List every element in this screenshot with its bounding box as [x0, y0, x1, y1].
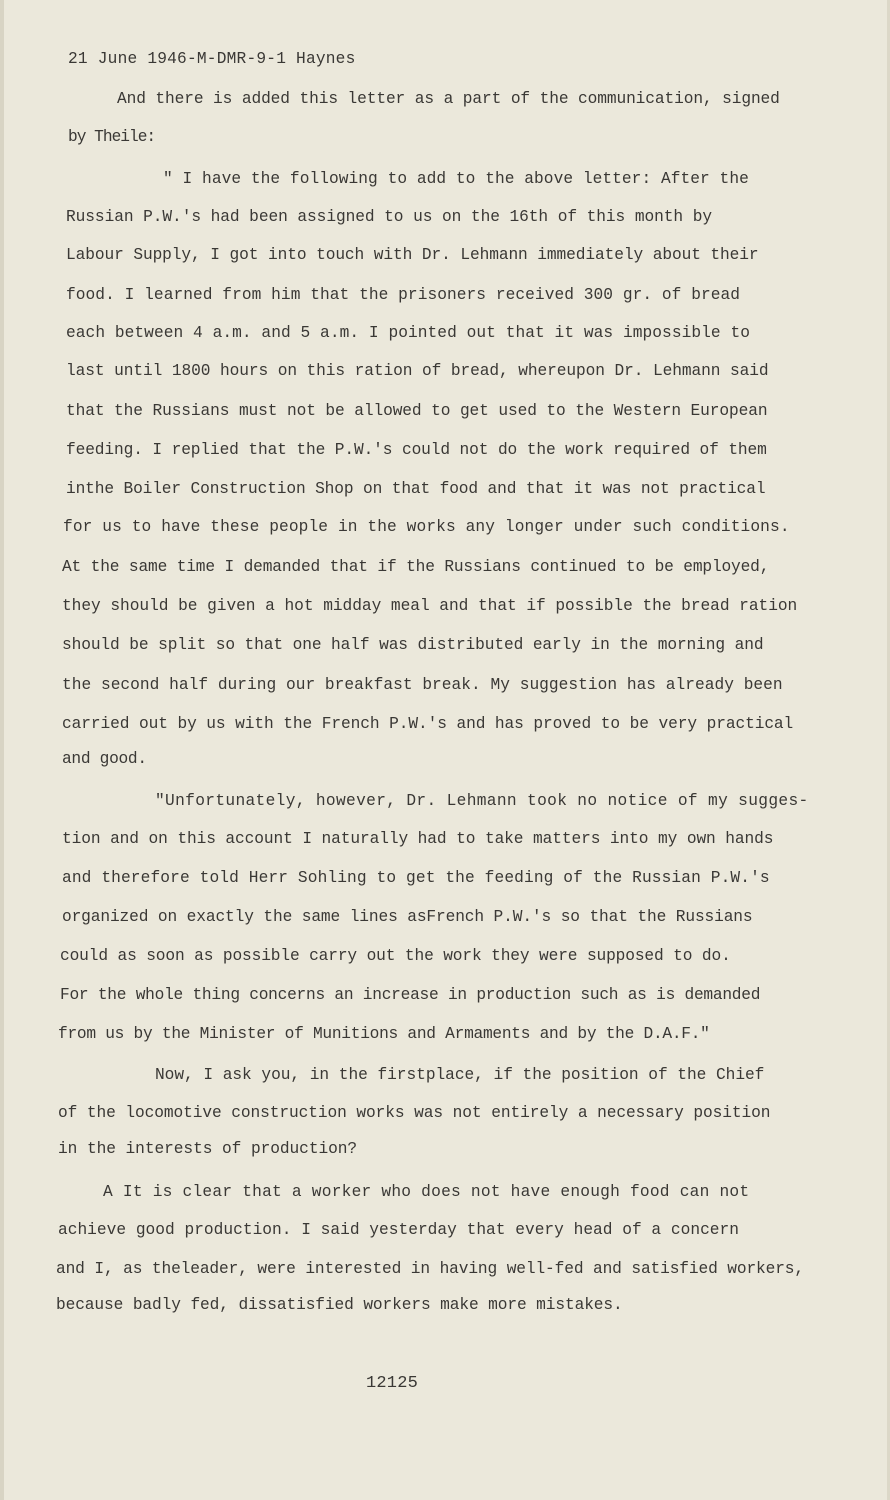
text-line: At the same time I demanded that if the Russians continued to be employed,	[62, 558, 770, 576]
text-line: carried out by us with the French P.W.'s and has proved to be very practical	[62, 715, 794, 733]
text-line: achieve good production. I said yesterday that every head of a concern	[58, 1221, 739, 1239]
text-line: food. I learned from him that the prisoners received 300 gr. of bread	[66, 286, 741, 304]
text-line: by Theile:	[68, 128, 156, 146]
text-line: and good.	[62, 750, 147, 768]
text-line: last until 1800 hours on this ration of bread, whereupon Dr. Lehmann said	[66, 362, 769, 380]
text-line: and I, as theleader, were interested in having well-fed and satisfied workers,	[56, 1260, 804, 1278]
text-line: they should be given a hot midday meal and that if possible the bread ration	[62, 597, 798, 615]
text-line: And there is added this letter as a part of the communication, signed	[117, 90, 780, 108]
text-line: Russian P.W.'s had been assigned to us on the 16th of this month by	[66, 208, 712, 226]
text-line: tion and on this account I naturally had to take matters into my own hands	[62, 830, 774, 848]
text-line: of the locomotive construction works was not entirely a necessary position	[58, 1104, 771, 1122]
text-line: inthe Boiler Construction Shop on that food and that it was not practical	[66, 480, 766, 498]
text-line: For the whole thing concerns an increase in production such as is demanded	[60, 986, 761, 1004]
text-line: "Unfortunately, however, Dr. Lehmann took no notice of my sugges-	[155, 792, 809, 810]
text-line: each between 4 a.m. and 5 a.m. I pointed out that it was impossible to	[66, 324, 750, 342]
page-number: 12125	[366, 1374, 419, 1393]
text-line: feeding. I replied that the P.W.'s could not do the work required of them	[66, 441, 767, 459]
text-line: could as soon as possible carry out the work they were supposed to do.	[60, 947, 731, 965]
text-line: Now, I ask you, in the firstplace, if the position of the Chief	[155, 1066, 765, 1084]
text-line: because badly fed, dissatisfied workers make more mistakes.	[56, 1296, 623, 1314]
text-line: from us by the Minister of Munitions and Armaments and by the D.A.F."	[58, 1025, 710, 1043]
text-line: " I have the following to add to the above letter: After the	[163, 170, 749, 188]
document-header: 21 June 1946-M-DMR-9-1 Haynes	[68, 50, 356, 68]
text-line: should be split so that one half was distributed early in the morning and	[62, 636, 764, 654]
text-line: that the Russians must not be allowed to get used to the Western European	[66, 402, 768, 420]
text-line: for us to have these people in the works any longer under such conditions.	[63, 518, 790, 536]
text-line: Labour Supply, I got into touch with Dr. Lehmann immediately about their	[66, 246, 759, 264]
text-line: the second half during our breakfast break. My suggestion has already been	[62, 676, 783, 694]
text-line: in the interests of production?	[58, 1140, 358, 1158]
text-line: and therefore told Herr Sohling to get the feeding of the Russian P.W.'s	[62, 869, 770, 887]
text-line: organized on exactly the same lines asFrench P.W.'s so that the Russians	[62, 908, 753, 926]
text-line: A It is clear that a worker who does not have enough food can not	[103, 1183, 750, 1201]
